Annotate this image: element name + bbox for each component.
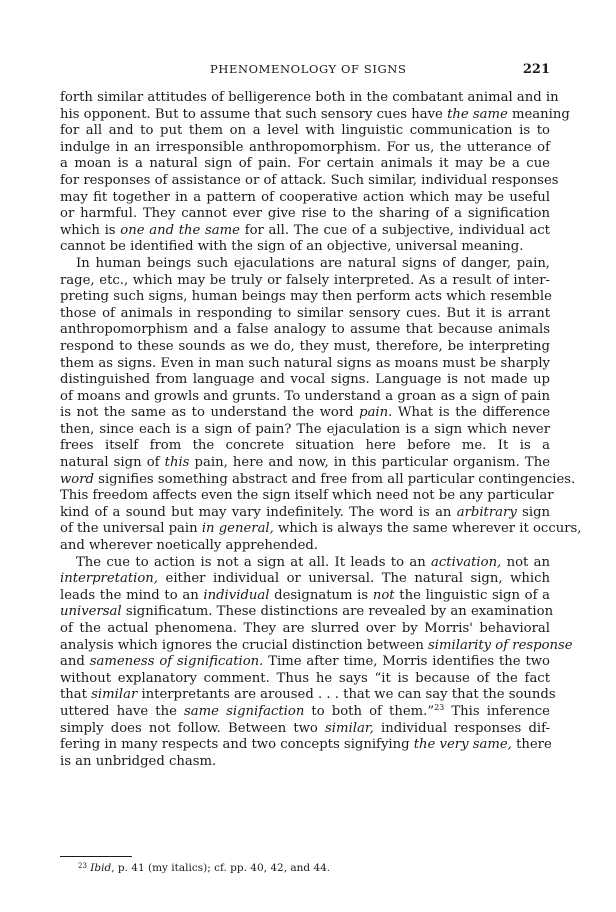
- line-text: uttered have the: [60, 703, 185, 719]
- text-line: [60, 754, 550, 771]
- line-text-after: What is the difference: [392, 405, 550, 421]
- line-text: is not the same as to understand the word: [60, 405, 360, 421]
- line-emphasis: similarity of response: [428, 637, 573, 653]
- text-line: [60, 389, 550, 406]
- text-line: [60, 538, 550, 555]
- line-emphasis: similar,: [325, 720, 374, 736]
- line-text: of the actual phenomena. They are slurred over by Morris' behavioral: [60, 621, 550, 636]
- text-line: [60, 704, 550, 721]
- line-emphasis: sameness of signification.: [89, 654, 264, 670]
- text-line: [60, 604, 554, 621]
- text-line: [60, 339, 550, 356]
- line-emphasis: not: [372, 587, 395, 603]
- line-emphasis: one and the same: [120, 222, 240, 238]
- footnote-text: , p. 41 (my italics); cf. pp. 40, 42, and 44.: [111, 862, 331, 874]
- text-line: [60, 471, 576, 489]
- text-line: [60, 206, 550, 223]
- line-text-after: to both of them.”: [304, 703, 435, 719]
- page-header: [60, 62, 550, 80]
- line-text: preting such signs, human beings may then perform acts which resemble: [60, 289, 552, 305]
- text-line: [60, 687, 556, 704]
- line-text: those of animals in responding to similar sensory cues. But it is arrant: [60, 305, 550, 321]
- line-text: of moans and growls and grunts. To understand a groan as a sign of pain: [60, 388, 550, 404]
- line-emphasis: the same: [447, 106, 508, 122]
- line-text-after: meaning: [507, 106, 570, 122]
- text-line: [60, 223, 550, 240]
- text-line: [60, 654, 550, 671]
- text-line: [60, 306, 550, 323]
- line-text: and: [60, 654, 90, 670]
- text-line: [60, 438, 550, 455]
- line-text-after: This inference: [444, 703, 550, 719]
- line-text: distinguished from language and vocal signs. Language is not made up: [60, 372, 550, 388]
- line-text: This freedom affects even the sign itself which need not be any particular: [60, 488, 554, 504]
- line-text-after: pain, here and now, in this particular organism. The: [189, 455, 550, 471]
- line-text-after: designatum is: [269, 587, 373, 603]
- text-line: [60, 140, 550, 157]
- line-text: is an unbridged chasm.: [60, 753, 217, 769]
- text-line: [60, 737, 550, 754]
- footnote-ref: 23: [434, 702, 445, 712]
- running-head: PHENOMENOLOGY OF SIGNS: [210, 62, 407, 76]
- line-text-after: Time after time, Morris identifies the two: [263, 654, 550, 670]
- line-emphasis: universal: [60, 604, 122, 620]
- line-text: of the universal pain: [60, 521, 202, 537]
- text-line: [60, 455, 550, 472]
- line-text: respond to these sounds as we do, they must, therefore, be interpreting: [60, 338, 550, 354]
- line-text-after: there: [511, 737, 552, 753]
- line-emphasis: similar: [91, 687, 138, 703]
- line-text: forth similar attitudes of belligerence both in the combatant animal and in: [60, 90, 559, 105]
- text-line: [60, 106, 570, 124]
- text-line: [60, 671, 550, 688]
- line-text: for all and to put them on a level with linguistic communication is to: [60, 123, 550, 139]
- line-text: his opponent. But to assume that such sensory cues have: [60, 106, 448, 122]
- text-line: [60, 239, 550, 256]
- line-text: may fit together in a pattern of cooperative action which may be useful: [60, 189, 550, 205]
- text-line: [60, 521, 582, 538]
- line-text: anthropomorphism and a false analogy to assume that because animals: [60, 322, 550, 338]
- text-line: [60, 422, 550, 439]
- footnote-rule: [60, 856, 132, 857]
- line-emphasis: interpretation,: [60, 571, 158, 587]
- line-text: frees itself from the concrete situation here before me. It is a: [60, 438, 550, 454]
- line-text: indulge in an irresponsible anthropomorphism. For us, the utterance of: [60, 139, 550, 155]
- text-line: [60, 488, 554, 505]
- line-text-after: significatum. These distinctions are revealed by an examination: [121, 604, 554, 620]
- line-text-after: which is always the same wherever it occurs,: [273, 521, 582, 537]
- line-emphasis: same signifaction: [184, 703, 305, 719]
- text-line: [60, 172, 559, 190]
- line-text: for responses of assistance or of attack. Such similar, individual responses: [60, 172, 559, 188]
- line-text: The cue to action is not a sign at all. It leads to an: [76, 554, 432, 570]
- line-emphasis: the very same,: [413, 737, 512, 753]
- text-line: [60, 588, 550, 605]
- line-text: rage, etc., which may be truly or falsely interpreted. As a result of inter-: [60, 272, 550, 288]
- text-line: [60, 621, 550, 638]
- line-text: cannot be identified with the sign of an objective, universal meaning.: [60, 239, 524, 255]
- line-text: them as signs. Even in man such natural signs as moans must be sharply: [60, 355, 550, 371]
- text-line: [60, 289, 550, 306]
- line-text-after: interpretants are aroused . . . that we can say that the sounds: [137, 687, 556, 703]
- text-line: [60, 156, 550, 173]
- line-text-after: sign: [516, 504, 550, 520]
- line-text-after: individual responses dif-: [373, 720, 551, 736]
- line-text: a moan is a natural sign of pain. For certain animals it may be a cue: [60, 156, 550, 172]
- text-line: [60, 273, 550, 290]
- line-emphasis: individual: [203, 587, 270, 603]
- text-line: [60, 721, 550, 738]
- line-text-after: for all. The cue of a subjective, individual act: [239, 222, 550, 238]
- line-emphasis: activation,: [431, 554, 502, 570]
- line-text: In human beings such ejaculations are natural signs of danger, pain,: [76, 255, 550, 271]
- page-number: 221: [522, 62, 550, 77]
- line-text: kind of a sound but may vary indefinitely. The word is an: [60, 504, 457, 520]
- line-emphasis: word: [60, 471, 94, 487]
- line-text: simply does not follow. Between two: [60, 720, 326, 736]
- footnote: [78, 862, 330, 874]
- text-line: [60, 256, 550, 273]
- text-line: [60, 637, 573, 655]
- footnote-number: 23: [78, 862, 87, 870]
- line-text: without explanatory comment. Thus he says “it is because of the fact: [60, 670, 550, 686]
- text-line: [60, 505, 550, 522]
- body-text: [60, 90, 582, 770]
- text-line: [60, 356, 550, 373]
- line-text-after: not an: [501, 554, 550, 570]
- line-text: analysis which ignores the crucial distinction between: [60, 637, 429, 653]
- line-text: then, since each is a sign of pain? The ejaculation is a sign which never: [60, 421, 550, 437]
- line-emphasis: this: [164, 455, 190, 471]
- line-text-after: either individual or universal. The natural sign, which: [157, 571, 550, 587]
- line-text: leads the mind to an: [60, 587, 204, 603]
- text-line: [60, 372, 550, 389]
- text-line: [60, 190, 550, 207]
- footnote-ibid: Ibid: [90, 862, 112, 874]
- line-text: or harmful. They cannot ever give rise to the sharing of a signification: [60, 206, 550, 222]
- line-text: that: [60, 687, 92, 703]
- text-line: [60, 90, 559, 107]
- text-line: [60, 405, 550, 422]
- text-line: [60, 571, 550, 588]
- line-text: which is: [60, 222, 121, 238]
- line-emphasis: arbitrary: [456, 504, 517, 520]
- text-line: [60, 123, 550, 140]
- line-text: fering in many respects and two concepts signifying: [60, 737, 414, 753]
- line-emphasis: pain.: [359, 405, 393, 421]
- line-text: natural sign of: [60, 455, 165, 471]
- text-line: [60, 322, 550, 339]
- line-text: and wherever noetically apprehended.: [60, 538, 319, 554]
- text-line: [60, 555, 550, 572]
- line-text-after: signifies something abstract and free from all particular contingencies.: [93, 471, 576, 487]
- line-emphasis: in general,: [201, 521, 274, 537]
- line-text-after: the linguistic sign of a: [394, 587, 550, 603]
